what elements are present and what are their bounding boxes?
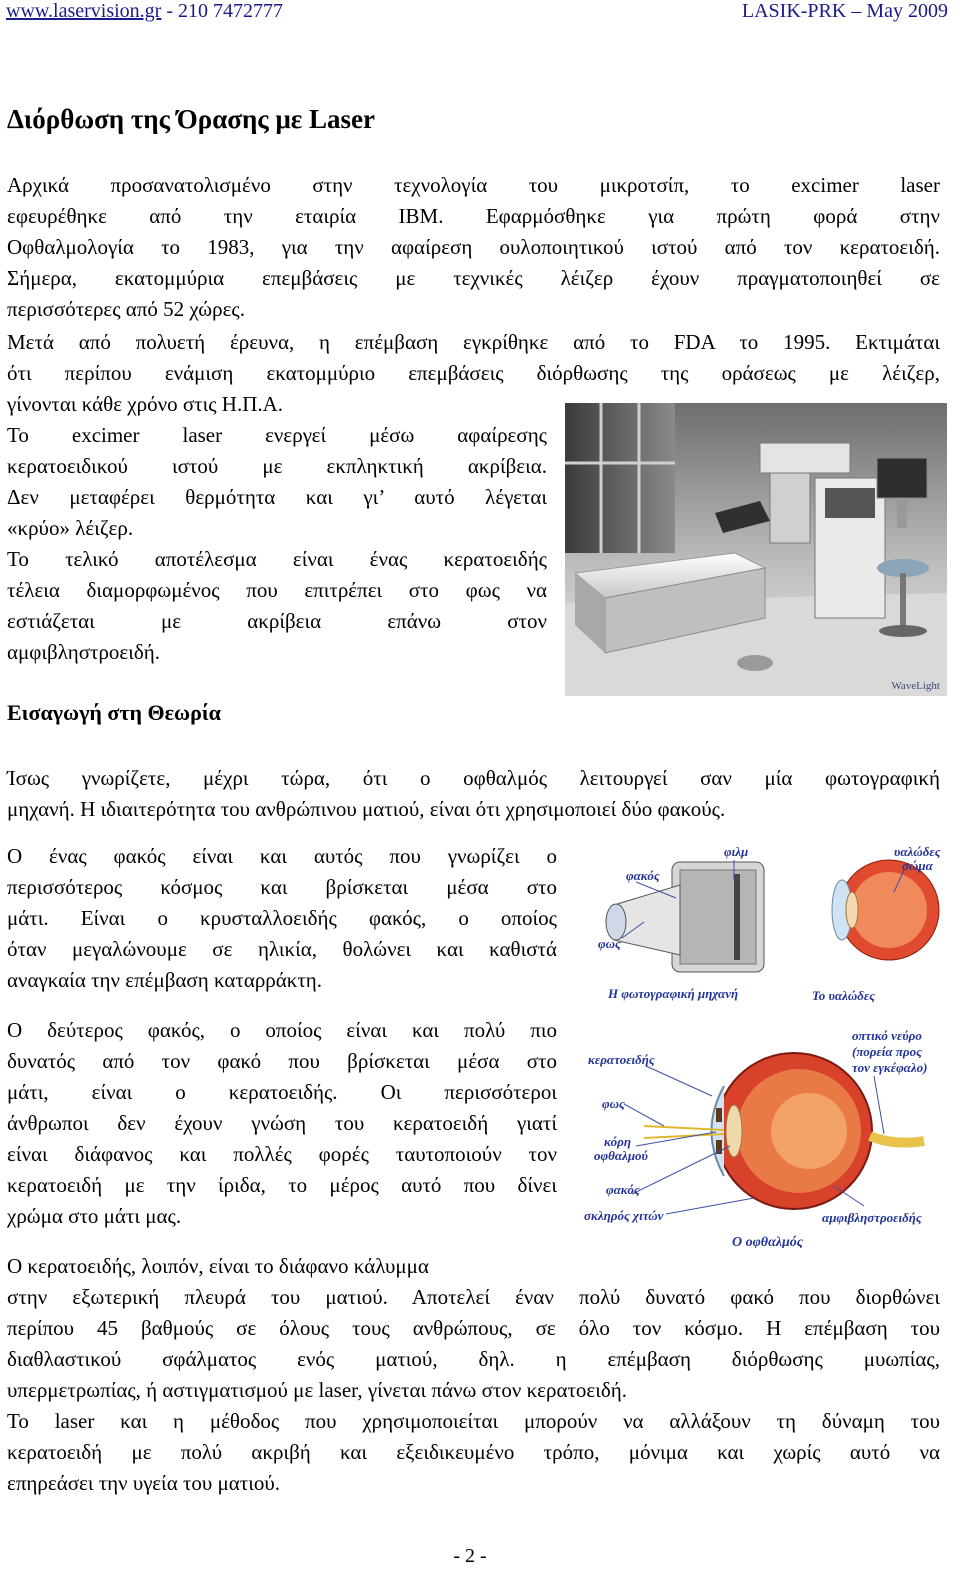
paragraph-cornea [7,1251,940,1406]
text-line: Ίσως γνωρίζετε, μέχρι τώρα, ότι ο οφθαλμός λειτουργεί σαν μία φωτογραφική [7,766,940,790]
label-light: φως [598,936,621,951]
photo-brand: WaveLight [891,680,940,692]
text-line: μηχανή. Η ιδιαιτερότητα του ανθρώπινου ματιού, είναι ότι χρησιμοποιεί δύο φακούς. [7,797,726,821]
label-retina: αμφιβληστροειδής [822,1210,922,1225]
text-line: Ο κερατοειδής, λοιπόν, είναι το διάφανο κάλυμμα [7,1254,429,1278]
site-link[interactable]: www.laservision.gr [6,0,162,22]
label-lens: φακός [626,868,660,883]
label-optic-nerve: οπτικό νεύρο [852,1028,922,1043]
label-light: φως [602,1096,625,1111]
paragraph-camera [7,763,940,825]
text-line: χρώμα στο μάτι μας. [7,1204,182,1228]
label-vitreous: υαλώδες [894,844,941,859]
camera-eye-diagram [584,840,946,1018]
text-line: διαθλαστικού σφάλματος ενός ματιού, δηλ. η επέμβαση διόρθωσης μυωπίας, [7,1347,940,1371]
paragraph-lens-one [7,841,557,996]
laser-machine-photo [565,403,947,696]
label-optic-brain: τον εγκέφαλο) [852,1060,928,1075]
paragraph-excimer [7,420,547,544]
text-line: μάτι. Είναι ο κρυσταλλοειδής φακός, ο οποίος [7,906,557,930]
page-number: - 2 - [453,1545,487,1567]
text-line: περισσότερες από 52 χώρες. [7,297,245,321]
vitreous-caption: Το υαλώδες [812,988,876,1003]
eye-caption: Ο οφθαλμός [732,1235,804,1248]
text-line: υπερμετρωπίας, ή αστιγματισμού με laser, γίνεται πάνω στον κερατοειδή. [7,1378,627,1402]
section-title-theory: Εισαγωγή στη Θεωρία [7,700,221,725]
label-film: φιλμ [724,844,749,859]
text-line: Μετά από πολυετή έρευνα, η επέμβαση εγκρίθηκε από το FDA το 1995. Εκτιμάται [7,330,940,354]
label-sclera: σκληρός χιτών [584,1208,664,1223]
text-line: στην εξωτερική πλευρά του ματιού. Αποτελεί έναν πολύ δυνατό φακό που διορθώνει [7,1285,940,1309]
text-line: κερατοειδή με την ίριδα, το μέρος αυτό που δίνει [7,1173,557,1197]
text-line: άνθρωποι δεν έχουν γνώση του κερατοειδή γιατί [7,1111,557,1135]
text-line: Οφθαλμολογία το 1983, για την αφαίρεση ουλοποιητικού ιστού από τον κερατοειδή. [7,235,940,259]
label-pupil-eye: οφθαλμού [594,1148,648,1163]
label-vitreous-body: σώμα [902,858,933,873]
text-line: γίνονται κάθε χρόνο στις Η.Π.Α. [7,392,284,416]
label-pupil: κόρη [604,1134,631,1149]
text-line: Το laser και η μέθοδος που χρησιμοποιείται μπορούν να αλλάξουν τη δύναμη του [7,1409,940,1433]
text-line: τέλεια διαμορφωμένος που επιτρέπει στο φως να [7,578,547,602]
eye-anatomy-diagram [584,1026,946,1248]
label-lens: φακός [606,1182,640,1197]
text-line: «κρύο» λέιζερ. [7,516,134,540]
paragraph-result [7,544,547,668]
document-title: Διόρθωση της Όρασης με Laser [7,104,376,134]
paragraph-laser-method [7,1406,940,1499]
text-line: Το τελικό αποτέλεσμα είναι ένας κερατοειδής [7,547,547,571]
text-line: περισσότερος κόσμος και βρίσκεται μέσα στο [7,875,557,899]
text-line: Αρχικά προσανατολισμένο στην τεχνολογία του μικροτσίπ, το excimer laser [7,173,940,197]
text-line: κερατοειδικού ιστού με εκπληκτική ακρίβεια. [7,454,547,478]
paragraph-lens-two [7,1015,557,1232]
text-line: Σήμερα, εκατομμύρια επεμβάσεις με τεχνικές λέιζερ έχουν πραγματοποιηθεί σε [7,266,940,290]
text-line: μάτι, είναι ο κερατοειδής. Οι περισσότεροι [7,1080,557,1104]
label-optic-path: (πορεία προς [852,1044,922,1059]
vitreous-eye-illustration [832,860,939,960]
header-phone: - 210 7472777 [161,0,284,22]
text-line: Ο δεύτερος φακός, ο οποίος είναι και πολύ πιο [7,1018,557,1042]
text-line: ότι περίπου ενάμιση εκατομμύριο επεμβάσεις διόρθωσης της οράσεως με λέιζερ, [7,361,940,385]
text-line: αναγκαία την επέμβαση καταρράκτη. [7,968,323,992]
text-line: Ο ένας φακός είναι και αυτός που γνωρίζει ο [7,844,557,868]
text-line: Δεν μεταφέρει θερμότητα και γι’ αυτό λέγεται [7,485,547,509]
page-header [6,0,948,24]
label-cornea: κερατοειδής [588,1052,655,1067]
text-line: όταν μεγαλώνουμε σε ηλικία, θολώνει και καθιστά [7,937,557,961]
text-line: περίπου 45 βαθμούς σε όλους τους ανθρώπους, σε όλο τον κόσμο. Η επέμβαση του [7,1316,940,1340]
header-right: LASIK-PRK – May 2009 [741,0,948,22]
text-line: εστιάζεται με ακρίβεια επάνω στον [7,609,547,633]
text-line: κερατοειδή με πολύ ακριβή και εξειδικευμένο τρόπο, μόνιμα και χωρίς αυτό να [7,1440,940,1464]
camera-caption: Η φωτογραφική μηχανή [608,986,739,1001]
text-line: δυνατός από τον φακό που βρίσκεται μέσα στο [7,1049,557,1073]
paragraph-intro [7,170,940,325]
text-line: εφευρέθηκε από την εταιρία IBM. Εφαρμόσθηκε για πρώτη φορά στην [7,204,940,228]
text-line: επηρεάσει την υγεία του ματιού. [7,1471,281,1495]
text-line: αμφιβληστροειδή. [7,640,161,664]
eye-illustration [644,1053,924,1209]
header-left [6,0,283,23]
text-line: είναι διάφανος και πολλές φορές ταυτοποιούν τον [7,1142,557,1166]
text-line: Το excimer laser ενεργεί μέσω αφαίρεσης [7,423,547,447]
